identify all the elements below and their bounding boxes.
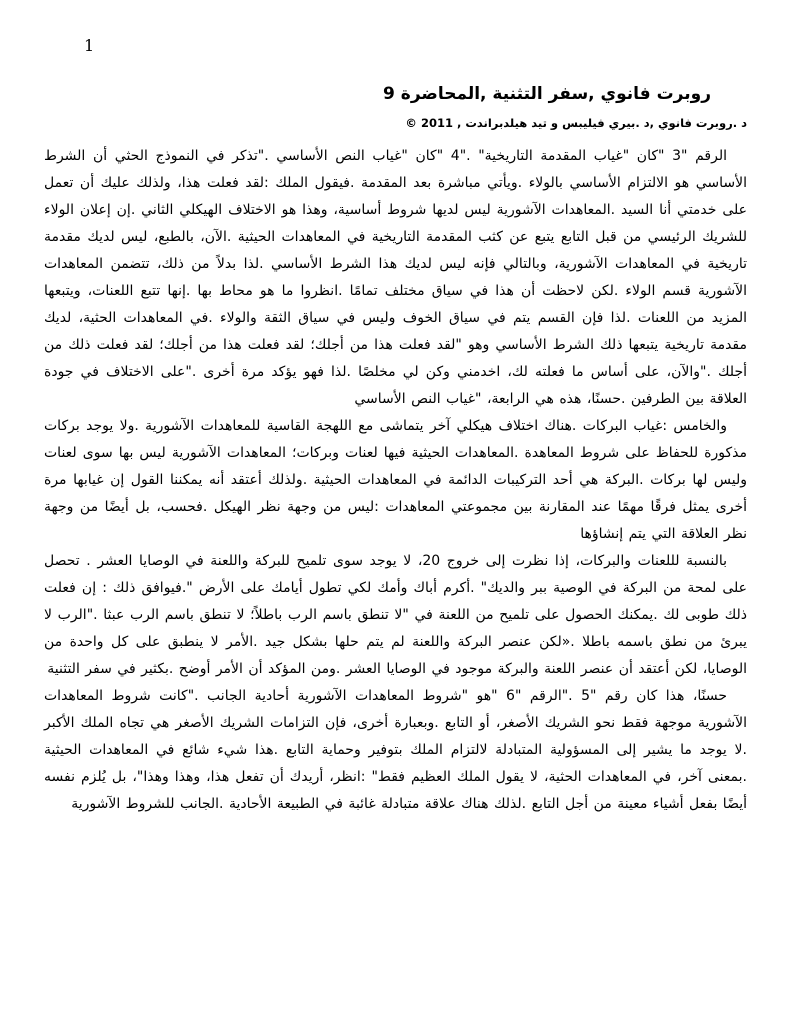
paragraph-curses-and-blessings: بالنسبة لللعنات والبركات، إذا نظرت إلى خروج 20، لا يوجد سوى تلميح للبركة واللعنة في الوصايا العشر . تحصل على لمحة من البركة في الوصية ببر والديك" .أكرم أباك وأمك لكي تطول أيامك على الأرض ".فيوافق ذلك : إن فعلت ذلك طوبى لك .يمكنك الحصول على تلميح من اللعنة في "لا تنطق باسم الرب باطلاً؛ لا تنطق باسم الرب عبثا ."الرب لا يبرئ من نطق باسمه باطلا .«لكن عنصر البركة واللعنة لم يتم حلها بشكل جيد .الأمر لا ينطبق على كل واحدة من الوصايا، لكن أعتقد أن عنصر اللعنة والبركة موجود في الوصايا العشر .ومن المؤكد أن الأمر أوضح .بكثير في سفر التثنية (44, 553, 747, 677)
paragraph-one-sided-stipulations: حسنًا، هذا كان رقم "5 ."الرقم "6 "هو "شروط المعاهدات الآشورية أحادية الجانب ."كانت شروط المعاهدات الآشورية موجهة فقط نحو الشريك الأصغر، أو التابع .وبعبارة أخرى، فإن التزامات الشريك الأصغر هي تجاه الملك الأكبر .لا يوجد ما يشير إلى المسؤولية المتبادلة لالتزام الملك بتوفير وحماية التابع .هذا شيء شائع في المعاهدات الحيثية .بمعنى آخر، في المعاهدات الحثية، لا يقول الملك العظيم فقط" :انظر، أريدك أن تفعل هذا، وهذا وهذا"، بل يُلزم نفسه أيضًا بفعل أشياء معينة من أجل التابع .لذلك هناك علاقة متبادلة غائبة في الطبيعة الأحادية .الجانب للشروط الآشورية (44, 688, 747, 812)
document-content (44, 82, 747, 818)
copyright-line: د .روبرت فانوي ,د .بيري فيليبس و تيد هيلدبراندت , 2011 © (405, 116, 747, 130)
page-number: 1 (84, 36, 95, 55)
paragraph-treaty-stipulations: الرقم "3 "كان "غياب المقدمة التاريخية" ."4 "كان "غياب النص الأساسي ."تذكر في النموذج الحثي أن الشرط الأساسي هو الالتزام الأساسي بالولاء .ويأتي مباشرة بعد المقدمة .فيقول الملك :لقد فعلت هذا، ولذلك عليك أن تعمل على خدمتي أنا السيد .المعاهدات الآشورية ليس لديها شروط أساسية، وهذا هو الاختلاف الهيكلي الثاني .إن إعلان الولاء للشريك الرئيسي من قبل التابع يتبع عن كثب المقدمة التاريخية في المعاهدات الحيثية .الآن، بالطبع، ليس لديك مقدمة تاريخية في المعاهدات الآشورية، وبالتالي فإنه ليس لديك هذا الشرط الأساسي .لذا بدلاً من ذلك، تتضمن المعاهدات الآشورية قسم الولاء .لكن لاحظت أن هذا في سياق مختلف تمامًا .انظروا ما هو محاط بها .إنها تتبع اللعنات، ويتبعها المزيد من اللعنات .لذا فإن القسم يتم في سياق الخوف وليس في سياق الثقة والولاء .في المعاهدات الحثية، لديك مقدمة تاريخية يتبعها ذلك الشرط الأساسي وهو "لقد فعلت هذا من أجلك؛ لقد فعلت هذا من أجلك؛ لقد فعلت ذلك من أجلك ."والآن، على أساس ما فعلته لك، اخدمني وكن لي مخلصًا .لذا فهو يؤكد مرة أخرى ."على الاختلاف في جودة العلاقة بين الطرفين .حسنًا، هذه هي الرابعة، "غياب النص الأساسي (44, 148, 747, 407)
document-title: روبرت فانوي ,سفر التثنية ,المحاضرة 9 (383, 84, 711, 104)
paragraph-absence-of-blessings: والخامس :غياب البركات .هناك اختلاف هيكلي آخر يتماشى مع اللهجة القاسية للمعاهدات الآشورية .ولا يوجد بركات مذكورة للحفاظ على شروط المعاهدة .المعاهدات الحيثية فيها لعنات وبركات؛ المعاهدات الآشورية ليس بها سوى لعنات وليس لها بركات .البركة هي أحد التركيبات الدائمة في المعاهدات الحيثية .ولذلك أعتقد أنه يمكننا القول إن غيابها مرة أخرى يمثل فرقًا مهمًا عند المقارنة بين مجموعتي المعاهدات :ليس من وجهة نظر الهيكل .فحسب، بل أيضًا من وجهة نظر العلاقة التي يتم إنشاؤها (44, 418, 747, 542)
